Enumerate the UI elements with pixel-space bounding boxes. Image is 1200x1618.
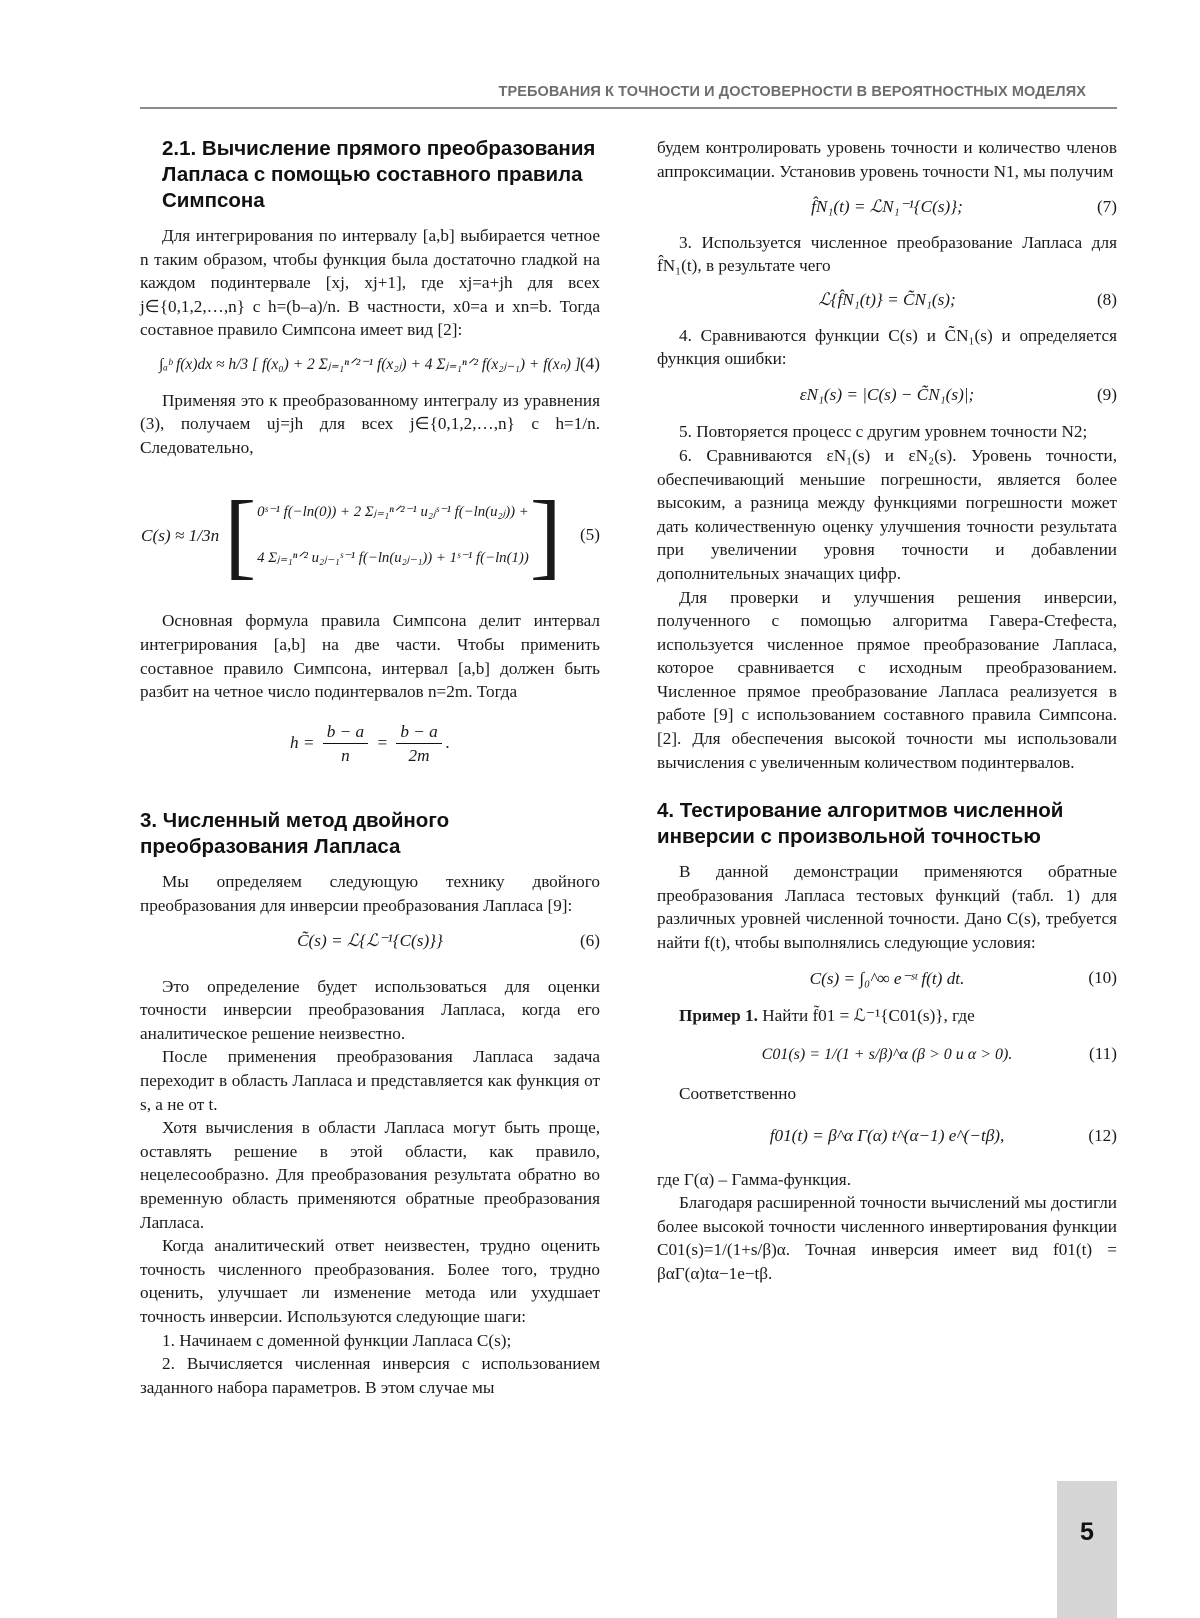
equation-5-bracket-right: ] bbox=[529, 489, 563, 581]
paragraph: 3. Используется численное преобразование Лапласа для f̂N₁(t), в результате чего bbox=[657, 231, 1117, 278]
fraction-denominator: n bbox=[323, 744, 368, 768]
equation-10-number: (10) bbox=[1088, 967, 1117, 991]
paragraph: Соответственно bbox=[657, 1082, 1117, 1106]
equation-8 bbox=[657, 288, 1117, 312]
equation-9-expression: εN₁(s) = |C(s) − C̃̃N₁(s)|; bbox=[800, 383, 975, 407]
section-3-heading: 3. Численный метод двойного преобразования Лапласа bbox=[140, 808, 600, 860]
equation-7 bbox=[657, 195, 1117, 219]
example-1-label: Пример 1. bbox=[679, 1006, 758, 1025]
paragraph: 6. Сравниваются εN₁(s) и εN₂(s). Уровень точности, обеспечивающий меньшие погрешности, является более высоким, а разница между функциями погрешности может дать количественную оценку улучшения точности результата при увеличении уровня точности и добавлении дополнительных значащих цифр. bbox=[657, 444, 1117, 586]
equation-10-expression: C(s) = ∫₀^∞ e⁻ˢᵗ f(t) dt. bbox=[810, 967, 965, 991]
equation-5-number: (5) bbox=[580, 524, 600, 548]
header-rule bbox=[140, 107, 1117, 109]
equals-sign: = bbox=[376, 733, 388, 752]
paragraph: Основная формула правила Симпсона делит интервал интегрирования [a,b] на две части. Чтобы применить составное правило Симпсона, интервал [a,b] должен быть разбит на четное число подинтервалов n=2m. Тогда bbox=[140, 609, 600, 703]
example-1-paragraph bbox=[657, 1004, 1117, 1028]
fraction-denominator: 2m bbox=[396, 744, 441, 768]
paragraph: где Γ(α) – Гамма-функция. bbox=[657, 1168, 1117, 1192]
paragraph: будем контролировать уровень точности и количество членов аппроксимации. Установив уровень точности N1, мы получим bbox=[657, 136, 1117, 183]
paragraph: 2. Вычисляется численная инверсия с использованием заданного набора параметров. В этом случае мы bbox=[140, 1352, 600, 1399]
equation-12-number: (12) bbox=[1088, 1124, 1117, 1148]
equation-4 bbox=[140, 352, 600, 377]
equation-8-number: (8) bbox=[1097, 288, 1117, 312]
fraction-numerator: b − a bbox=[396, 720, 441, 745]
equation-12-expression: f01(t) = β^α Γ(α) t^(α−1) e^(−tβ), bbox=[770, 1124, 1005, 1148]
paragraph: 5. Повторяется процесс с другим уровнем точности N2; bbox=[657, 420, 1117, 444]
equation-10 bbox=[657, 967, 1117, 991]
equation-11 bbox=[657, 1042, 1117, 1067]
equation-8-expression: ℒ{f̂N₁(t)} = C̃̃N₁(s); bbox=[818, 288, 956, 312]
paragraph: Применяя это к преобразованному интегралу из уравнения (3), получаем uj=jh для всех j∈{0,1,2,…,n} с h=1/n. Следовательно, bbox=[140, 389, 600, 460]
page-number: 5 bbox=[1057, 1518, 1117, 1547]
fraction-numerator: b − a bbox=[323, 720, 368, 745]
right-column bbox=[657, 136, 1117, 1286]
equation-4-expression: ∫ₐᵇ f(x)dx ≈ h/3 [ f(x₀) + 2 Σⱼ₌₁ⁿᐟ²⁻¹ f(x₂ⱼ) + 4 Σⱼ₌₁ⁿᐟ² f(x₂ⱼ₋₁) + f(xₙ) ] bbox=[159, 353, 581, 377]
paragraph: После применения преобразования Лапласа задача переходит в область Лапласа и представляется как функция от s, а не от t. bbox=[140, 1045, 600, 1116]
paragraph: Хотя вычисления в области Лапласа могут быть проще, оставлять решение в этой области, как правило, нецелесообразно. Для преобразования результата обратно во временную область применяются обратные преобразования Лапласа. bbox=[140, 1116, 600, 1234]
paragraph: 4. Сравниваются функции C(s) и C̃̃N₁(s) и определяется функция ошибки: bbox=[657, 324, 1117, 371]
fraction bbox=[396, 720, 441, 768]
paragraph: Мы определяем следующую технику двойного преобразования для инверсии преобразования Лапласа [9]: bbox=[140, 870, 600, 917]
fraction bbox=[323, 720, 368, 768]
equation-5 bbox=[140, 489, 600, 581]
equation-5-line-2: 4 Σⱼ₌₁ⁿᐟ² u₂ⱼ₋₁ˢ⁻¹ f(−ln(u₂ⱼ₋₁)) + 1ˢ⁻¹ f(−ln(1)) bbox=[257, 535, 529, 581]
paragraph: Это определение будет использоваться для оценки точности инверсии преобразования Лапласа, когда его аналитическое решение неизвестно. bbox=[140, 975, 600, 1046]
equation-5-bracket-left: [ bbox=[223, 489, 257, 581]
equation-6-expression: C̃̃(s) = ℒ{ℒ⁻¹{C(s)}} bbox=[297, 929, 443, 953]
equation-6-number: (6) bbox=[580, 929, 600, 953]
equation-4-number: (4) bbox=[580, 352, 600, 376]
paragraph: В данной демонстрации применяются обратные преобразования Лапласа тестовых функций (табл. 1) для различных уровней численной точности. Дано C(s), требуется найти f(t), чтобы выполнялись следующие условия: bbox=[657, 860, 1117, 954]
equation-h-lhs: h = bbox=[290, 733, 315, 752]
equation-11-number: (11) bbox=[1089, 1042, 1117, 1066]
paragraph: Для интегрирования по интервалу [a,b] выбирается четное n таким образом, чтобы функция была достаточно гладкой на каждом подинтервале [xj, xj+1], где xj=a+jh для всех j∈{0,1,2,…,n} с h=(b–a)/n. В частности, x0=a и xn=b. Тогда составное правило Симпсона имеет вид [2]: bbox=[140, 224, 600, 342]
paragraph: Благодаря расширенной точности вычислений мы достигли более высокой точности численного инвертирования функции C01(s)=1/(1+s/β)α. Точная инверсия имеет вид f01(t) = βαΓ(α)tα−1e−tβ. bbox=[657, 1191, 1117, 1285]
equation-5-lhs: C(s) ≈ 1/3n bbox=[140, 489, 223, 581]
equation-h: h = b − a n = b − a 2m . bbox=[140, 720, 600, 768]
page-number-box bbox=[1057, 1481, 1117, 1618]
section-2-1-heading: 2.1. Вычисление прямого преобразования Лапласа с помощью составного правила Симпсона bbox=[140, 136, 600, 214]
equation-7-number: (7) bbox=[1097, 195, 1117, 219]
section-4-heading: 4. Тестирование алгоритмов численной инверсии с произвольной точностью bbox=[657, 798, 1117, 850]
equation-7-expression: f̂N₁(t) = ℒN₁⁻¹{C(s)}; bbox=[811, 195, 963, 219]
equation-12 bbox=[657, 1124, 1117, 1148]
example-1-text: Найти f̃01 = ℒ⁻¹{C01(s)}, где bbox=[758, 1006, 975, 1025]
equation-11-expression: C01(s) = 1/(1 + s/β)^α (β > 0 и α > 0). bbox=[762, 1043, 1013, 1067]
left-column bbox=[140, 136, 600, 1399]
equation-6 bbox=[140, 929, 600, 953]
paragraph: Когда аналитический ответ неизвестен, трудно оценить точность численного преобразования. Более того, трудно оценить, улучшает ли изменение метода или ухудшает точность инверсии. Используются следующие шаги: bbox=[140, 1234, 600, 1328]
paragraph: Для проверки и улучшения решения инверсии, полученного с помощью алгоритма Гавера-Стефеста, используется численное прямое преобразование Лапласа, которое сравнивается с исходным преобразованием. Численное прямое преобразование Лапласа реализуется в работе [9] с использованием составного правила Симпсона. [2]. Для обеспечения высокой точности мы использовали вычисления с увеличенным количеством подинтервалов. bbox=[657, 586, 1117, 775]
equation-9 bbox=[657, 383, 1117, 407]
equation-9-number: (9) bbox=[1097, 383, 1117, 407]
paragraph: 1. Начинаем с доменной функции Лапласа C(s); bbox=[140, 1329, 600, 1353]
running-head: ТРЕБОВАНИЯ К ТОЧНОСТИ И ДОСТОВЕРНОСТИ В ВЕРОЯТНОСТНЫХ МОДЕЛЯХ bbox=[498, 84, 1086, 100]
equation-5-line-1: 0ˢ⁻¹ f(−ln(0)) + 2 Σⱼ₌₁ⁿᐟ²⁻¹ u₂ⱼˢ⁻¹ f(−ln(u₂ⱼ)) + bbox=[257, 489, 529, 535]
